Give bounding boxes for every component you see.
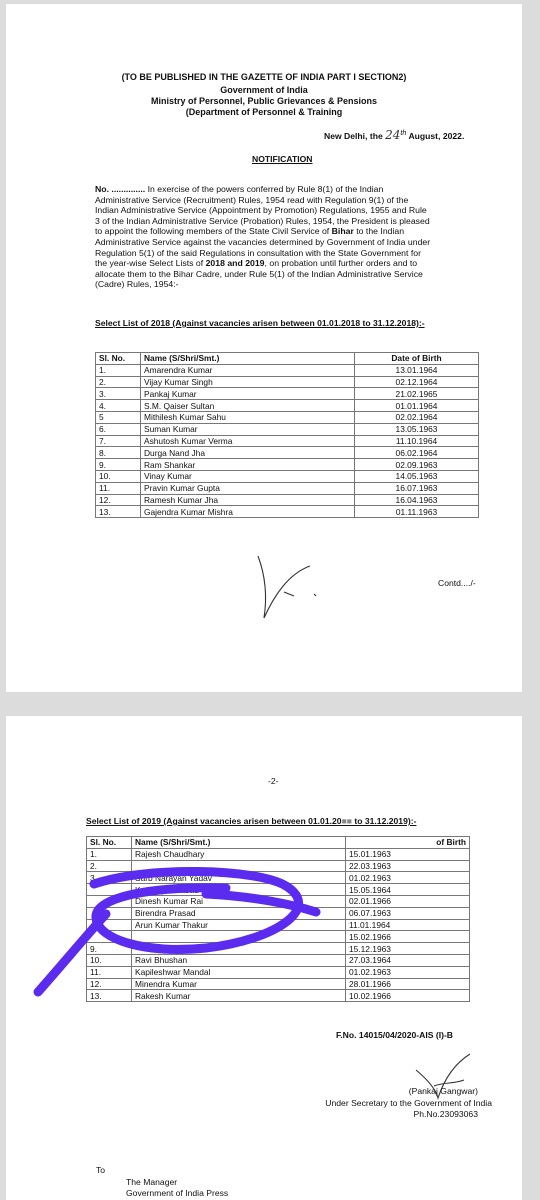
row-sl-no: 12. [87, 978, 132, 990]
addressee-line-1: The Manager [126, 1177, 178, 1187]
row-name: Rakesh Kumar [132, 990, 346, 1002]
row-name: Pankaj Kumar [141, 388, 355, 400]
continued-marker: Contd..../- [438, 578, 476, 588]
notification-date [324, 128, 504, 141]
table-header-row [87, 837, 470, 849]
table-header-row [96, 353, 479, 365]
row-dob: 15.12.1963 [346, 943, 470, 955]
row-dob: 16.04.1963 [355, 494, 479, 506]
row-dob: 01.01.1964 [355, 400, 479, 412]
row-dob: 02.01.1966 [346, 895, 470, 907]
handwritten-day: 24 [385, 127, 401, 142]
signatory-name: (Pankaj Gangwar) [408, 1086, 478, 1096]
row-sl-no: 9. [96, 459, 141, 471]
row-name: Sarb Narayan Yadav [132, 872, 346, 884]
row-name: Ram Shankar [141, 459, 355, 471]
row-dob: 06.07.1963 [346, 907, 470, 919]
para-line: Indian Administrative Service (Appointment by Promotion) Regulations, 1955 and Rule [95, 205, 427, 216]
row-sl-no: 10. [87, 954, 132, 966]
gazette-heading: (TO BE PUBLISHED IN THE GAZETTE OF INDIA PART I SECTION2) [121, 72, 407, 82]
select-list-years: 2018 and 2019 [205, 258, 265, 269]
row-name: Birendra Prasad [132, 907, 346, 919]
para-line: to the Indian [356, 226, 405, 237]
table-row [96, 376, 479, 388]
row-dob: 01.11.1963 [355, 506, 479, 518]
notification-paragraph [95, 184, 481, 290]
row-name: Vinay Kumar [141, 470, 355, 482]
table-row [96, 400, 479, 412]
row-sl-no: 11. [96, 482, 141, 494]
row-sl-no: 2. [87, 860, 132, 872]
row-dob: 16.07.1963 [355, 482, 479, 494]
document-page-2 [6, 716, 522, 1200]
date-suffix: August, 2022. [408, 130, 465, 141]
header-name: Name (S/Shri/Smt.) [132, 837, 346, 849]
row-name: Suman Kumar [141, 423, 355, 435]
row-name: Dinesh Kumar Rai [132, 895, 346, 907]
row-sl-no: 4. [96, 400, 141, 412]
table-row [96, 459, 479, 471]
row-sl-no: 13. [96, 506, 141, 518]
table-row [96, 411, 479, 423]
row-dob: 11.10.1964 [355, 435, 479, 447]
row-dob: 02.12.1964 [355, 376, 479, 388]
notification-title: NOTIFICATION [252, 154, 313, 164]
signature-scribble [254, 552, 324, 622]
row-sl-no: 11. [87, 966, 132, 978]
row-name: Rajesh Chaudhary [132, 848, 346, 860]
row-dob: 15.02.1966 [346, 931, 470, 943]
table-row [96, 423, 479, 435]
header-name: Name (S/Shri/Smt.) [141, 353, 355, 365]
row-sl-no: 12. [96, 494, 141, 506]
to-label: To [96, 1165, 106, 1175]
row-sl-no: 1. [96, 364, 141, 376]
select-list-2018-title: Select List of 2018 (Against vacancies arisen between 01.01.2018 to 31.12.2018):- [95, 318, 425, 328]
row-sl-no: 3. [96, 388, 141, 400]
row-dob: 02.09.1963 [355, 459, 479, 471]
para-line: Administrative Service against the vacancies determined by Government of India under [95, 236, 431, 247]
row-dob: 02.02.1964 [355, 411, 479, 423]
select-list-2018-table [95, 352, 479, 518]
state-name: Bihar [331, 226, 354, 237]
row-name: Amarendra Kumar [141, 364, 355, 376]
row-dob: 22.03.1963 [346, 860, 470, 872]
header-sl-no: Sl. No. [87, 837, 132, 849]
signatory-title: Under Secretary to the Government of India [325, 1098, 492, 1108]
row-name: Kapileshwar Mandal [132, 966, 346, 978]
highlight-scribble [26, 856, 346, 1006]
row-sl-no: 8. [96, 447, 141, 459]
header-dob: Date of Birth [355, 353, 479, 365]
row-sl-no: 9. [87, 943, 132, 955]
row-dob: 13.01.1964 [355, 364, 479, 376]
para-line: , on probation until further orders and to [264, 258, 418, 269]
notification-number: No. .............. [95, 184, 146, 194]
table-row [96, 494, 479, 506]
day-suffix: th [400, 129, 407, 137]
row-sl-no: 1. [87, 848, 132, 860]
header-dob: of Birth [346, 837, 470, 849]
row-sl-no: 2. [96, 376, 141, 388]
row-dob: 01.02.1963 [346, 872, 470, 884]
government-heading: Government of India [220, 85, 308, 95]
row-dob: 11.01.1964 [346, 919, 470, 931]
file-number: F.No. 14015/04/2020-AIS (I)-B [336, 1030, 454, 1040]
row-sl-no: 5 [96, 411, 141, 423]
table-row [96, 470, 479, 482]
row-dob: 13.05.1963 [355, 423, 479, 435]
para-line: Administrative Service (Recruitment) Rules, 1954 read with Regulation 9(1) of the [95, 194, 409, 205]
row-dob: 15.05.1964 [346, 884, 470, 896]
row-name: Ashutosh Kumar Verma [141, 435, 355, 447]
page-number: -2- [268, 776, 279, 786]
table-row [96, 364, 479, 376]
para-line: allocate them to the Bihar Cadre, under Rule 5(1) of the Indian Administrative Service [95, 268, 423, 279]
row-dob: 15.01.1963 [346, 848, 470, 860]
para-line: 3 of the Indian Administrative Service (Probation) Rules, 1954, the President is pleased [95, 215, 430, 226]
table-row [96, 482, 479, 494]
row-name: Gajendra Kumar Mishra [141, 506, 355, 518]
row-name: S.M. Qaiser Sultan [141, 400, 355, 412]
department-heading: (Department of Personnel & Training [185, 107, 343, 117]
row-dob: 01.02.1963 [346, 966, 470, 978]
para-line: In exercise of the powers conferred by Rule 8(1) of the Indian [147, 184, 384, 194]
row-dob: 10.02.1966 [346, 990, 470, 1002]
ministry-heading: Ministry of Personnel, Public Grievances & Pensions [150, 96, 378, 106]
row-sl-no: 10. [96, 470, 141, 482]
table-row [96, 435, 479, 447]
para-line: to appoint the following members of the State Civil Service of [95, 226, 330, 237]
signatory-phone: Ph.No.23093063 [413, 1109, 478, 1119]
row-name: Minendra Kumar [132, 978, 346, 990]
para-line: (Cadre) Rules, 1954:- [95, 279, 179, 290]
row-sl-no: 3. [87, 872, 132, 884]
row-sl-no: 13. [87, 990, 132, 1002]
row-sl-no: 7. [96, 435, 141, 447]
header-sl-no: Sl. No. [96, 353, 141, 365]
row-name: Ramesh Kumar Jha [141, 494, 355, 506]
row-name: Kanhaiya Prasad Shriva [132, 884, 346, 896]
row-name: Pravin Kumar Gupta [141, 482, 355, 494]
table-row [96, 388, 479, 400]
row-name: Durga Nand Jha [141, 447, 355, 459]
table-row [96, 506, 479, 518]
para-line: Regulation 5(1) of the said Regulations in consultation with the State Government for [95, 247, 421, 258]
row-name: Arun Kumar Thakur [132, 919, 346, 931]
row-sl-no: 6. [96, 423, 141, 435]
row-name: Mithilesh Kumar Sahu [141, 411, 355, 423]
title-part: to 31.12.2019):- [351, 816, 417, 826]
row-dob: 21.02.1965 [355, 388, 479, 400]
select-list-2019-title: Select List of 2019 (Against vacancies arisen between 01.01.20■■ to 31.12.2019):- [86, 816, 417, 826]
row-name: Vijay Kumar Singh [141, 376, 355, 388]
row-dob: 14.05.1963 [355, 470, 479, 482]
para-line: the year-wise Select Lists of [95, 258, 204, 269]
addressee-line-2: Government of India Press [126, 1188, 229, 1198]
row-dob: 06.02.1964 [355, 447, 479, 459]
row-dob: 28.01.1966 [346, 978, 470, 990]
row-name: Ravi Bhushan [132, 954, 346, 966]
document-page-1 [6, 4, 522, 692]
table-row [96, 447, 479, 459]
title-part: Select List of 2019 (Against vacancies arisen between 01.01.20 [86, 816, 342, 826]
date-prefix: New Delhi, the [324, 130, 383, 141]
row-dob: 27.03.1964 [346, 954, 470, 966]
